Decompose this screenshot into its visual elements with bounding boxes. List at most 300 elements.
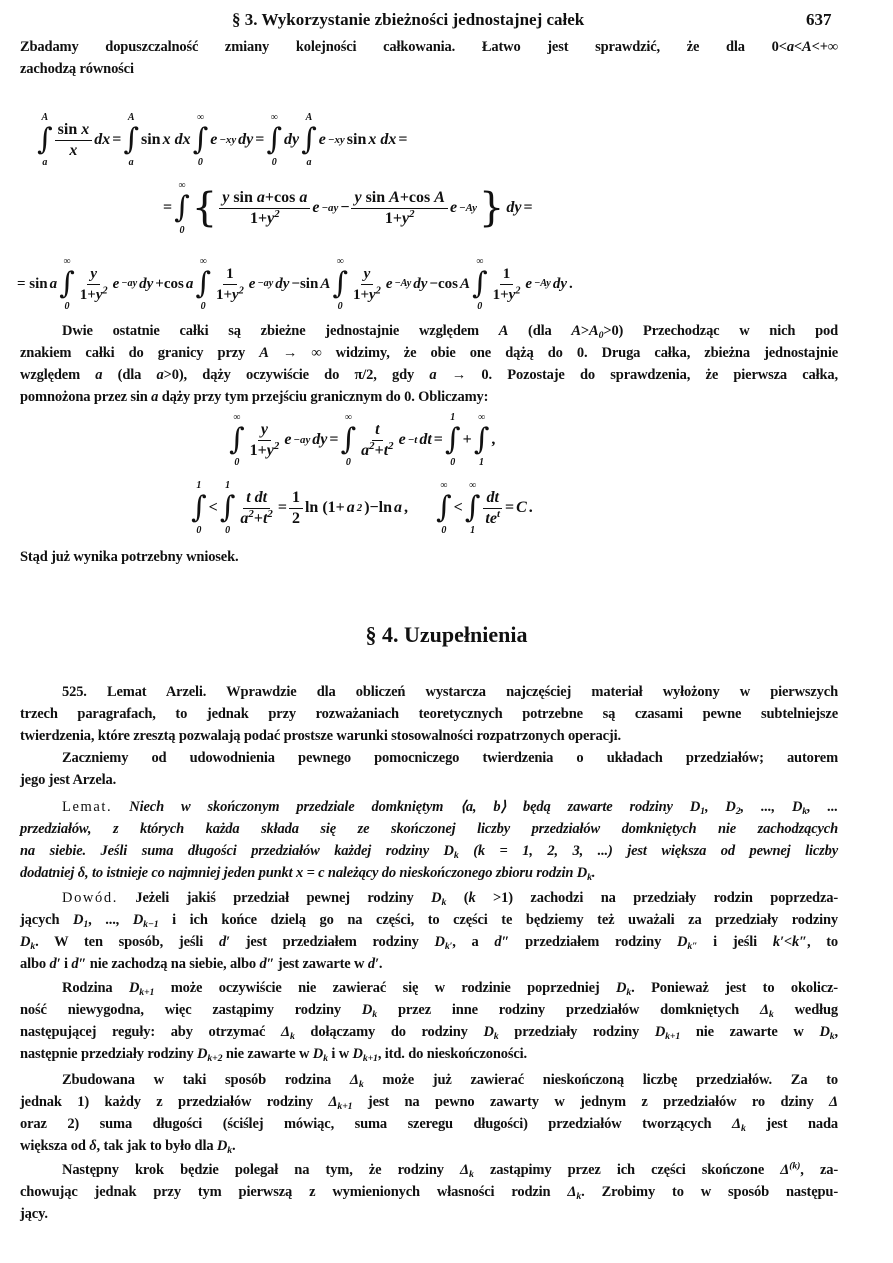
lower-limit: 1 — [479, 457, 484, 468]
text-run: Następny krok będzie polegał na tym, że rodziny — [62, 1162, 461, 1178]
subscript: k — [576, 1190, 582, 1202]
text-run: ność niewygodna, więc zastąpimy rodziny — [20, 1002, 362, 1018]
text-run: , ..., — [88, 912, 133, 928]
lower-limit: 0 — [196, 525, 202, 536]
equation-2: = ∞ ∫ 0 { $\frac{\text{y sin a+cos a}}{1+y^2}$ e −ay − $\frac{\text{y sin A+cos A}}{1+y^2}$ e −Ay } dy = — [163, 180, 533, 236]
text-run: 2 — [291, 509, 300, 527]
upper-limit: A — [41, 112, 49, 123]
italic-text: y — [267, 209, 275, 227]
spaced-label: Dowód. — [62, 890, 118, 906]
integral — [332, 256, 348, 312]
italic-text: y — [95, 286, 103, 303]
integral — [59, 256, 75, 312]
italic-text: a — [256, 188, 265, 206]
italic-text: D — [431, 890, 442, 906]
lower-limit: 0 — [225, 525, 231, 536]
brace: { — [191, 185, 218, 231]
text-line — [20, 1135, 838, 1157]
text-run: 1+ — [492, 286, 509, 303]
lower-limit: a — [128, 157, 134, 168]
text-line — [20, 747, 838, 769]
text-run: < — [453, 499, 463, 516]
text-line — [20, 36, 838, 58]
numerator — [258, 421, 271, 441]
italic-text: Δ — [328, 1094, 338, 1110]
superscript: 2 — [369, 439, 375, 452]
text-line — [20, 818, 838, 840]
integral — [195, 256, 211, 312]
italic-text: y — [266, 441, 274, 459]
lower-limit: 0 — [200, 301, 206, 312]
text-run: 1 — [502, 265, 511, 282]
italic-text: a — [49, 275, 58, 292]
denominator — [482, 509, 503, 528]
text-run: chowując jednak przy tym pierwszą z wymienionych własności rodzin — [20, 1184, 568, 1200]
italic-text: (k = 1, 2, 3, ...) jest większa od pewnej liczby — [458, 843, 839, 859]
fraction — [289, 489, 303, 528]
text-run — [410, 499, 434, 517]
text-run: 1+ — [352, 286, 370, 303]
text-run: względem — [20, 367, 96, 383]
paragraph-lemat — [20, 796, 838, 884]
italic-text: dy — [312, 431, 328, 448]
text-run: jących — [20, 912, 74, 928]
text-run: nie zawarte w — [222, 1046, 313, 1062]
italic-text: δ — [89, 1138, 97, 1154]
text-run: sin — [57, 120, 82, 138]
text-line — [20, 1043, 838, 1065]
denominator — [213, 285, 247, 304]
italic-text: A — [259, 345, 269, 361]
italic-text: e — [248, 275, 256, 292]
upper-limit: ∞ — [476, 256, 484, 267]
integral-sign: ∫ — [191, 490, 207, 525]
integral — [341, 412, 357, 468]
denominator — [237, 509, 275, 528]
italic-text: D — [128, 980, 140, 996]
text-run: jący. — [20, 1206, 48, 1222]
text-run: +cos — [155, 275, 184, 292]
fraction — [247, 421, 283, 460]
superscript: 2 — [248, 507, 254, 520]
italic-text: a — [151, 389, 159, 405]
equation-3: = sin a ∞ ∫ 0 $\frac{y}{1+y^2}$ e −ay dy +cos a ∞ ∫ 0 $\frac{1}{1+y^2}$ e −ay dy −sin A ∞ ∫ 0 $\frac{y}{1+y^2}$ e −Ay dy −cos A ∞ ∫ 0 $\frac{1}{1+y^2}$ e −Ay dy . — [17, 256, 573, 312]
text-run: Jeżeli jakiś przedział pewnej rodziny — [117, 890, 432, 906]
subscript: k+1 — [337, 1100, 353, 1112]
fraction — [213, 265, 247, 304]
brace: } — [478, 185, 505, 231]
lower-limit: 0 — [345, 457, 351, 468]
text-run: = sin — [17, 275, 48, 292]
italic-text: A — [320, 275, 331, 292]
text-run: i jeśli — [697, 934, 773, 950]
italic-text: a — [299, 188, 308, 206]
italic-text: e — [385, 275, 393, 292]
upper-limit: ∞ — [440, 480, 448, 491]
superscript: t — [496, 507, 500, 520]
integral-sign: ∫ — [266, 122, 283, 157]
text-run: nie zachodzą na siebie, albo — [86, 956, 260, 972]
italic-text: Niech w skończonym przedziale domkniętym ⟨a, b⟩ będą zawarte rodziny D — [129, 799, 701, 815]
text-line — [20, 1159, 838, 1181]
text-run: albo — [20, 956, 50, 972]
lower-limit: 0 — [477, 301, 483, 312]
italic-text: x — [69, 141, 78, 159]
text-line — [20, 1203, 838, 1225]
lower-limit: 1 — [470, 525, 476, 536]
italic-text: D — [132, 912, 144, 928]
denominator — [490, 285, 524, 304]
text-line — [20, 386, 838, 408]
lower-limit: 0 — [179, 225, 185, 236]
text-line — [20, 546, 838, 568]
lower-limit: 0 — [271, 157, 277, 168]
text-run: sin — [346, 131, 367, 148]
upper-limit: 1 — [196, 480, 202, 491]
superscript: 2 — [238, 284, 244, 296]
text-run: znakiem całki do granicy przy — [20, 345, 260, 361]
integral-sign: ∫ — [174, 190, 190, 225]
text-run: > — [580, 323, 590, 339]
italic-text: e — [112, 275, 120, 292]
subscript: k−1 — [143, 918, 159, 930]
numerator — [351, 189, 447, 209]
subscript: 0 — [598, 329, 604, 341]
text-run: → 0. Pozostaje do sprawdzenia, że pierwsza całka, — [436, 367, 838, 383]
text-run: 1 — [291, 488, 300, 506]
italic-text: a — [156, 367, 164, 383]
italic-text: a — [95, 367, 103, 383]
integral — [445, 412, 461, 468]
text-run: , tak jak to było dla — [96, 1138, 217, 1154]
text-run: jednak 1) każdy z przedziałów rodziny — [20, 1094, 329, 1110]
italic-text: y — [369, 286, 376, 303]
text-run: i w — [327, 1046, 353, 1062]
integral-sign: ∫ — [444, 422, 461, 457]
text-run: Zaczniemy od udowodnienia pewnego pomocniczego twierdzenia o układach przedziałów; autorem — [62, 750, 838, 766]
italic-text: Δ — [349, 1072, 359, 1088]
italic-text: D — [20, 934, 31, 950]
text-run: trzech paragrafach, to jednak przy rozważaniach teoretycznych potrzebne są czasami pewne subtelniejsze — [20, 706, 838, 722]
text-run: nie zawarte w — [680, 1024, 820, 1040]
denominator — [358, 441, 396, 460]
integral-sign: ∫ — [332, 266, 348, 301]
italic-text: dy — [275, 275, 290, 292]
text-run: = — [112, 131, 122, 148]
integral — [123, 112, 139, 168]
fraction — [358, 421, 396, 460]
italic-text: d′ — [49, 956, 61, 972]
text-run: przedziałem rodziny — [509, 934, 677, 950]
text-line — [20, 681, 838, 703]
italic-text: y — [90, 265, 98, 282]
integral — [465, 480, 481, 536]
lower-limit: a — [306, 157, 312, 168]
superscript: 2 — [102, 284, 108, 296]
superscript: 2 — [375, 284, 381, 296]
subscript: k — [829, 1030, 835, 1042]
text-run: następnie przedziały rodziny — [20, 1046, 198, 1062]
numerator — [223, 265, 237, 285]
italic-text: dy — [552, 275, 567, 292]
denominator — [247, 209, 283, 228]
text-run: , za- — [800, 1162, 839, 1178]
text-line — [20, 1069, 838, 1091]
italic-text: A — [459, 275, 470, 292]
integral-sign: ∫ — [219, 490, 236, 525]
denominator — [247, 441, 283, 460]
italic-text: e — [449, 199, 458, 216]
text-run: Dwie ostatnie całki są zbieżne jednostajnie względem — [62, 323, 499, 339]
italic-text: d″ — [259, 956, 275, 972]
text-line — [20, 1021, 838, 1043]
text-run: < — [793, 39, 803, 55]
text-line — [20, 862, 838, 884]
italic-text: d′ — [367, 956, 379, 972]
numerator — [55, 121, 93, 141]
italic-text: . — [591, 865, 596, 881]
subscript: k — [453, 849, 459, 861]
text-run: >0) Przechodząc w nich pod — [603, 323, 838, 339]
italic-text: D — [352, 1046, 363, 1062]
italic-text: y — [508, 286, 516, 303]
text-run: = — [433, 431, 443, 448]
italic-text: D — [216, 1138, 228, 1154]
section-4-body — [20, 681, 838, 1225]
text-run: = — [329, 431, 339, 448]
upper-limit: ∞ — [63, 256, 71, 267]
italic-text: Δ — [732, 1116, 741, 1132]
italic-text: y — [232, 286, 239, 303]
italic-text: a — [346, 499, 355, 516]
upper-limit: A — [127, 112, 135, 123]
text-run: pomnożona przez sin — [20, 389, 152, 405]
text-run: jest zawarte w — [274, 956, 368, 972]
text-line — [20, 769, 838, 791]
text-run: , — [491, 431, 496, 448]
italic-text: D — [73, 912, 84, 928]
upper-limit: 1 — [225, 480, 231, 491]
text-line — [20, 320, 838, 342]
upper-limit: 1 — [450, 412, 456, 423]
integral-sign: ∫ — [59, 266, 75, 301]
text-run: Stąd już wynika potrzebny wniosek. — [20, 549, 239, 565]
text-line — [20, 703, 838, 725]
text-run: twierdzenia, które zresztą pozwalają podać prostsze warunki stosowalności rozpatrzonych operacji. — [20, 728, 621, 744]
italic-text: D — [676, 934, 688, 950]
text-run: . Zrobimy to w sposób następu- — [581, 1184, 838, 1200]
italic-text: t — [383, 441, 389, 459]
text-run: = — [505, 499, 515, 516]
subscript: k — [626, 986, 632, 998]
text-run: przez inne rodziny przedziałów domkniętych — [377, 1002, 760, 1018]
italic-text: t — [375, 420, 380, 438]
italic-text: na siebie. Jeśli suma długości przedziałów każdej rodziny D — [20, 843, 454, 859]
italic-text: y — [260, 420, 269, 438]
text-run: 1+ — [249, 441, 267, 459]
paragraph-rodzina — [20, 977, 838, 1065]
text-line — [20, 977, 838, 999]
text-line — [20, 342, 838, 364]
denominator — [382, 209, 418, 228]
italic-text: e — [318, 131, 326, 148]
italic-text: D — [197, 1046, 208, 1062]
italic-text: Δ — [281, 1024, 290, 1040]
text-line — [20, 887, 838, 909]
text-run: i — [60, 956, 72, 972]
fraction — [219, 189, 310, 228]
text-run: )−ln — [364, 499, 393, 516]
text-line — [20, 953, 838, 975]
text-line — [20, 364, 838, 386]
italic-text: A — [389, 188, 400, 206]
lower-limit: 0 — [441, 525, 447, 536]
denominator — [350, 285, 384, 304]
subscript: k — [441, 896, 447, 908]
fraction — [77, 265, 111, 304]
upper-limit: ∞ — [233, 412, 241, 423]
integral-sign: ∫ — [436, 490, 452, 525]
integral-sign: ∫ — [301, 122, 317, 157]
text-run: + — [374, 441, 384, 459]
superscript: 2 — [273, 439, 280, 452]
subscript: k″ — [687, 940, 698, 952]
subscript: k — [30, 940, 36, 952]
paragraph-convergence — [20, 320, 838, 408]
upper-limit: ∞ — [196, 112, 204, 123]
paragraph-zbudowana — [20, 1069, 838, 1157]
italic-text: k′<k″ — [772, 934, 807, 950]
section-heading: § 4. Uzupełnienia — [365, 622, 528, 647]
fraction — [351, 189, 447, 228]
text-run: . — [232, 1138, 236, 1154]
italic-text: te — [485, 509, 497, 527]
numerator — [289, 489, 303, 509]
text-run: = — [523, 199, 533, 216]
italic-text: D — [434, 934, 445, 950]
subscript: k — [802, 805, 808, 817]
text-run: , — [834, 1024, 839, 1040]
italic-text: A — [434, 188, 445, 206]
paragraph-525-lemat-arzeli — [20, 681, 838, 747]
integral — [301, 112, 317, 168]
text-run: < — [208, 499, 218, 516]
equation-1: A ∫ a $\frac{\text{sin x}}{x}$ dx = A ∫ a sin x dx ∞ ∫ 0 e −xy dy = ∞ ∫ 0 dy A ∫ a e −xy sin x dx = — [37, 112, 408, 168]
text-run: dołączamy do rodziny — [294, 1024, 484, 1040]
italic-text: A — [589, 323, 599, 339]
integral — [37, 112, 53, 168]
italic-text: e — [284, 431, 292, 448]
italic-text: D — [312, 1046, 324, 1062]
text-run: większa od — [20, 1138, 90, 1154]
fraction — [350, 265, 384, 304]
italic-text: A — [498, 323, 509, 339]
text-run: według — [773, 1002, 838, 1018]
text-run: . — [569, 275, 573, 292]
upper-limit: ∞ — [270, 112, 278, 123]
text-line — [20, 1091, 838, 1113]
fraction — [55, 121, 93, 160]
paragraph-nastepny — [20, 1159, 838, 1225]
subscript: k — [493, 1030, 499, 1042]
text-run: >1) zachodzi na przedziały rodzin poprzedza- — [475, 890, 839, 906]
subscript: 1 — [700, 805, 705, 817]
subscript: k — [740, 1122, 746, 1134]
text-run: . W ten sposób, jeśli — [35, 934, 219, 950]
page-number: 637 — [806, 10, 832, 29]
text-run: sin — [229, 188, 257, 206]
text-run: = — [255, 131, 265, 148]
subscript: k+2 — [207, 1052, 223, 1064]
lower-limit: 0 — [450, 457, 456, 468]
upper-limit: ∞ — [477, 412, 486, 423]
integral — [266, 112, 282, 168]
numerator — [500, 265, 514, 285]
text-run: → ∞ widzimy, że obie one dążą do 0. Druga całka, zbieżna jednostajnie — [268, 345, 838, 361]
text-run: 1+ — [215, 286, 233, 303]
bold-text: 525. Lemat Arzeli. — [62, 684, 207, 700]
subscript: k′ — [444, 940, 453, 952]
text-run: + — [253, 509, 263, 527]
text-run: może już zawierać nieskończoną liczbę przedziałów. Za to — [363, 1072, 838, 1088]
text-run: zastąpimy przez ich części skończone — [473, 1162, 781, 1178]
integral — [436, 480, 452, 536]
italic-text: a — [786, 39, 794, 55]
text-run: 1+ — [79, 286, 96, 303]
text-run: może oczywiście nie zawierać się w rodzinie poprzedniej — [154, 980, 617, 996]
italic-text: x dx — [368, 131, 397, 148]
integral — [472, 256, 488, 312]
text-run — [112, 799, 129, 815]
text-run: . Ponieważ jest to okolicz- — [631, 980, 838, 996]
italic-text: d″ — [494, 934, 510, 950]
upper-limit: A — [305, 112, 313, 123]
text-run: dąży przy tym przejściu granicznym do 0. Obliczamy: — [158, 389, 489, 405]
italic-text: a — [185, 275, 194, 292]
upper-limit: ∞ — [178, 180, 186, 191]
numerator — [483, 489, 501, 509]
numerator — [243, 489, 270, 509]
italic-text: D — [616, 980, 627, 996]
subscript: k — [468, 1168, 474, 1180]
text-run: , to — [806, 934, 838, 950]
integral-sign: ∫ — [192, 122, 209, 157]
text-run: + — [462, 431, 472, 448]
upper-limit: ∞ — [199, 256, 207, 267]
text-run: , — [404, 499, 409, 516]
integral-sign: ∫ — [471, 266, 488, 301]
italic-text: C — [516, 499, 527, 516]
italic-text: , ... — [807, 799, 838, 815]
paragraph-conclusion — [20, 546, 838, 568]
text-run: Zbadamy dopuszczalność zmiany kolejności całkowania. Łatwo jest sprawdzić, że dla 0< — [20, 39, 787, 55]
integral — [193, 112, 209, 168]
denominator — [289, 509, 303, 528]
italic-text: przedziałów, z których każda składa się ze skończonej liczby przedziałów domkniętych nie zachodzących — [20, 821, 838, 837]
italic-text: dy — [139, 275, 154, 292]
text-run: Rodzina — [62, 980, 129, 996]
text-run: = — [277, 499, 287, 516]
italic-text: x — [81, 120, 90, 138]
text-run: jest przedziałem rodziny — [229, 934, 435, 950]
text-run: ln (1+ — [304, 499, 345, 516]
text-run: . — [378, 956, 383, 972]
fraction — [490, 265, 524, 304]
italic-text: Δ — [780, 1162, 790, 1178]
italic-text: dodatniej δ, to istnieje co najmniej jeden punkt x = c należący do nieskończonego zbioru rodzin D — [20, 865, 588, 881]
subscript: k+1 — [139, 986, 155, 998]
italic-text: y — [363, 265, 371, 282]
